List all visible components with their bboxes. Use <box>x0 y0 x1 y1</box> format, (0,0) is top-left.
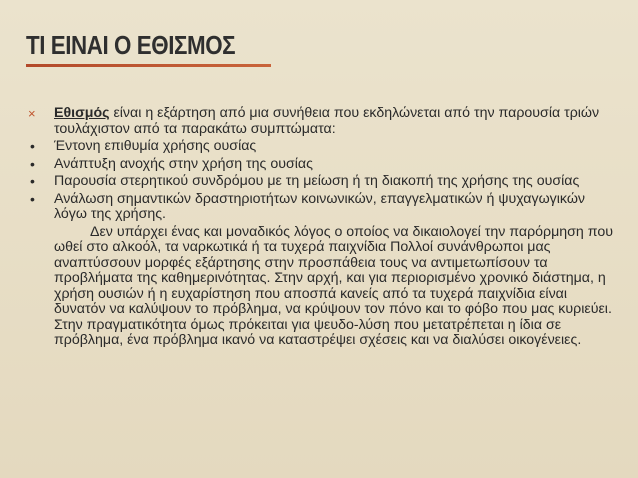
definition-item <box>28 106 618 137</box>
list-item-text: Ανάπτυξη ανοχής στην χρήση της ουσίας <box>54 155 313 172</box>
x-bullet-icon: × <box>28 106 36 121</box>
slide-body <box>28 106 618 349</box>
list-item <box>28 192 618 223</box>
bullet-icon: • <box>30 190 35 207</box>
list-item <box>28 157 618 173</box>
list-item <box>28 174 618 190</box>
list-item-text: Παρουσία στερητικού συνδρόμου με τη μείωση ή τη διακοπή της χρήσης της ουσίας <box>54 173 580 189</box>
bullet-icon: • <box>30 138 35 154</box>
bullet-icon: • <box>30 155 35 172</box>
list-item-text: Έντονη επιθυμία χρήσης ουσίας <box>54 138 257 154</box>
title-underline <box>26 64 271 67</box>
slide-title: ΤΙ ΕΙΝΑΙ Ο ΕΘΙΣΜΟΣ <box>26 30 236 60</box>
definition-term: Εθισμός <box>54 105 110 121</box>
list-item <box>28 139 618 155</box>
list-item-text: Ανάλωση σημαντικών δραστηριοτήτων κοινωνικών, επαγγελματικών ή ψυχαγωγικών λόγω της χρήσης. <box>54 190 586 222</box>
paragraph-text: Δεν υπάρχει ένας και μοναδικός λόγος ο οποίος να δικαιολογεί την παρόρμηση που ωθεί στο αλκοόλ, τα ναρκωτικά ή τα τυχερά παιχνίδια Πολλοί συνάνθρωποι μας αναπτύσσουν μορφές εξάρτησης στην προσπάθεια τους να αντιμετωπίσουν τα προβλήματα της καθημερινότητας. Στην αρχή, και για περιορισμένο χρονικό διάστημα, η χρήση ουσιών ή η ευχαρίστηση που αποσπά κανείς από τα τυχερά παιχνίδια είναι δυνατόν να καλύψουν το πρόβλημα, να κρύψουν τον πόνο και το φόβο που μας κυριεύει. Στην πραγματικότητα όμως πρόκειται για ψευδο-λύση που μετατρέπεται η ίδια σε πρόβλημα, ένα πρόβλημα ικανό να καταστρέψει σχέσεις και να διαλύσει οικογένειες. <box>54 223 613 348</box>
body-paragraph <box>28 225 618 349</box>
definition-text: είναι η εξάρτηση από μια συνήθεια που εκδηλώνεται από την παρουσία τριών τουλάχιστον από τα παρακάτω συμπτώματα: <box>54 105 600 137</box>
bullet-icon: • <box>30 173 35 189</box>
